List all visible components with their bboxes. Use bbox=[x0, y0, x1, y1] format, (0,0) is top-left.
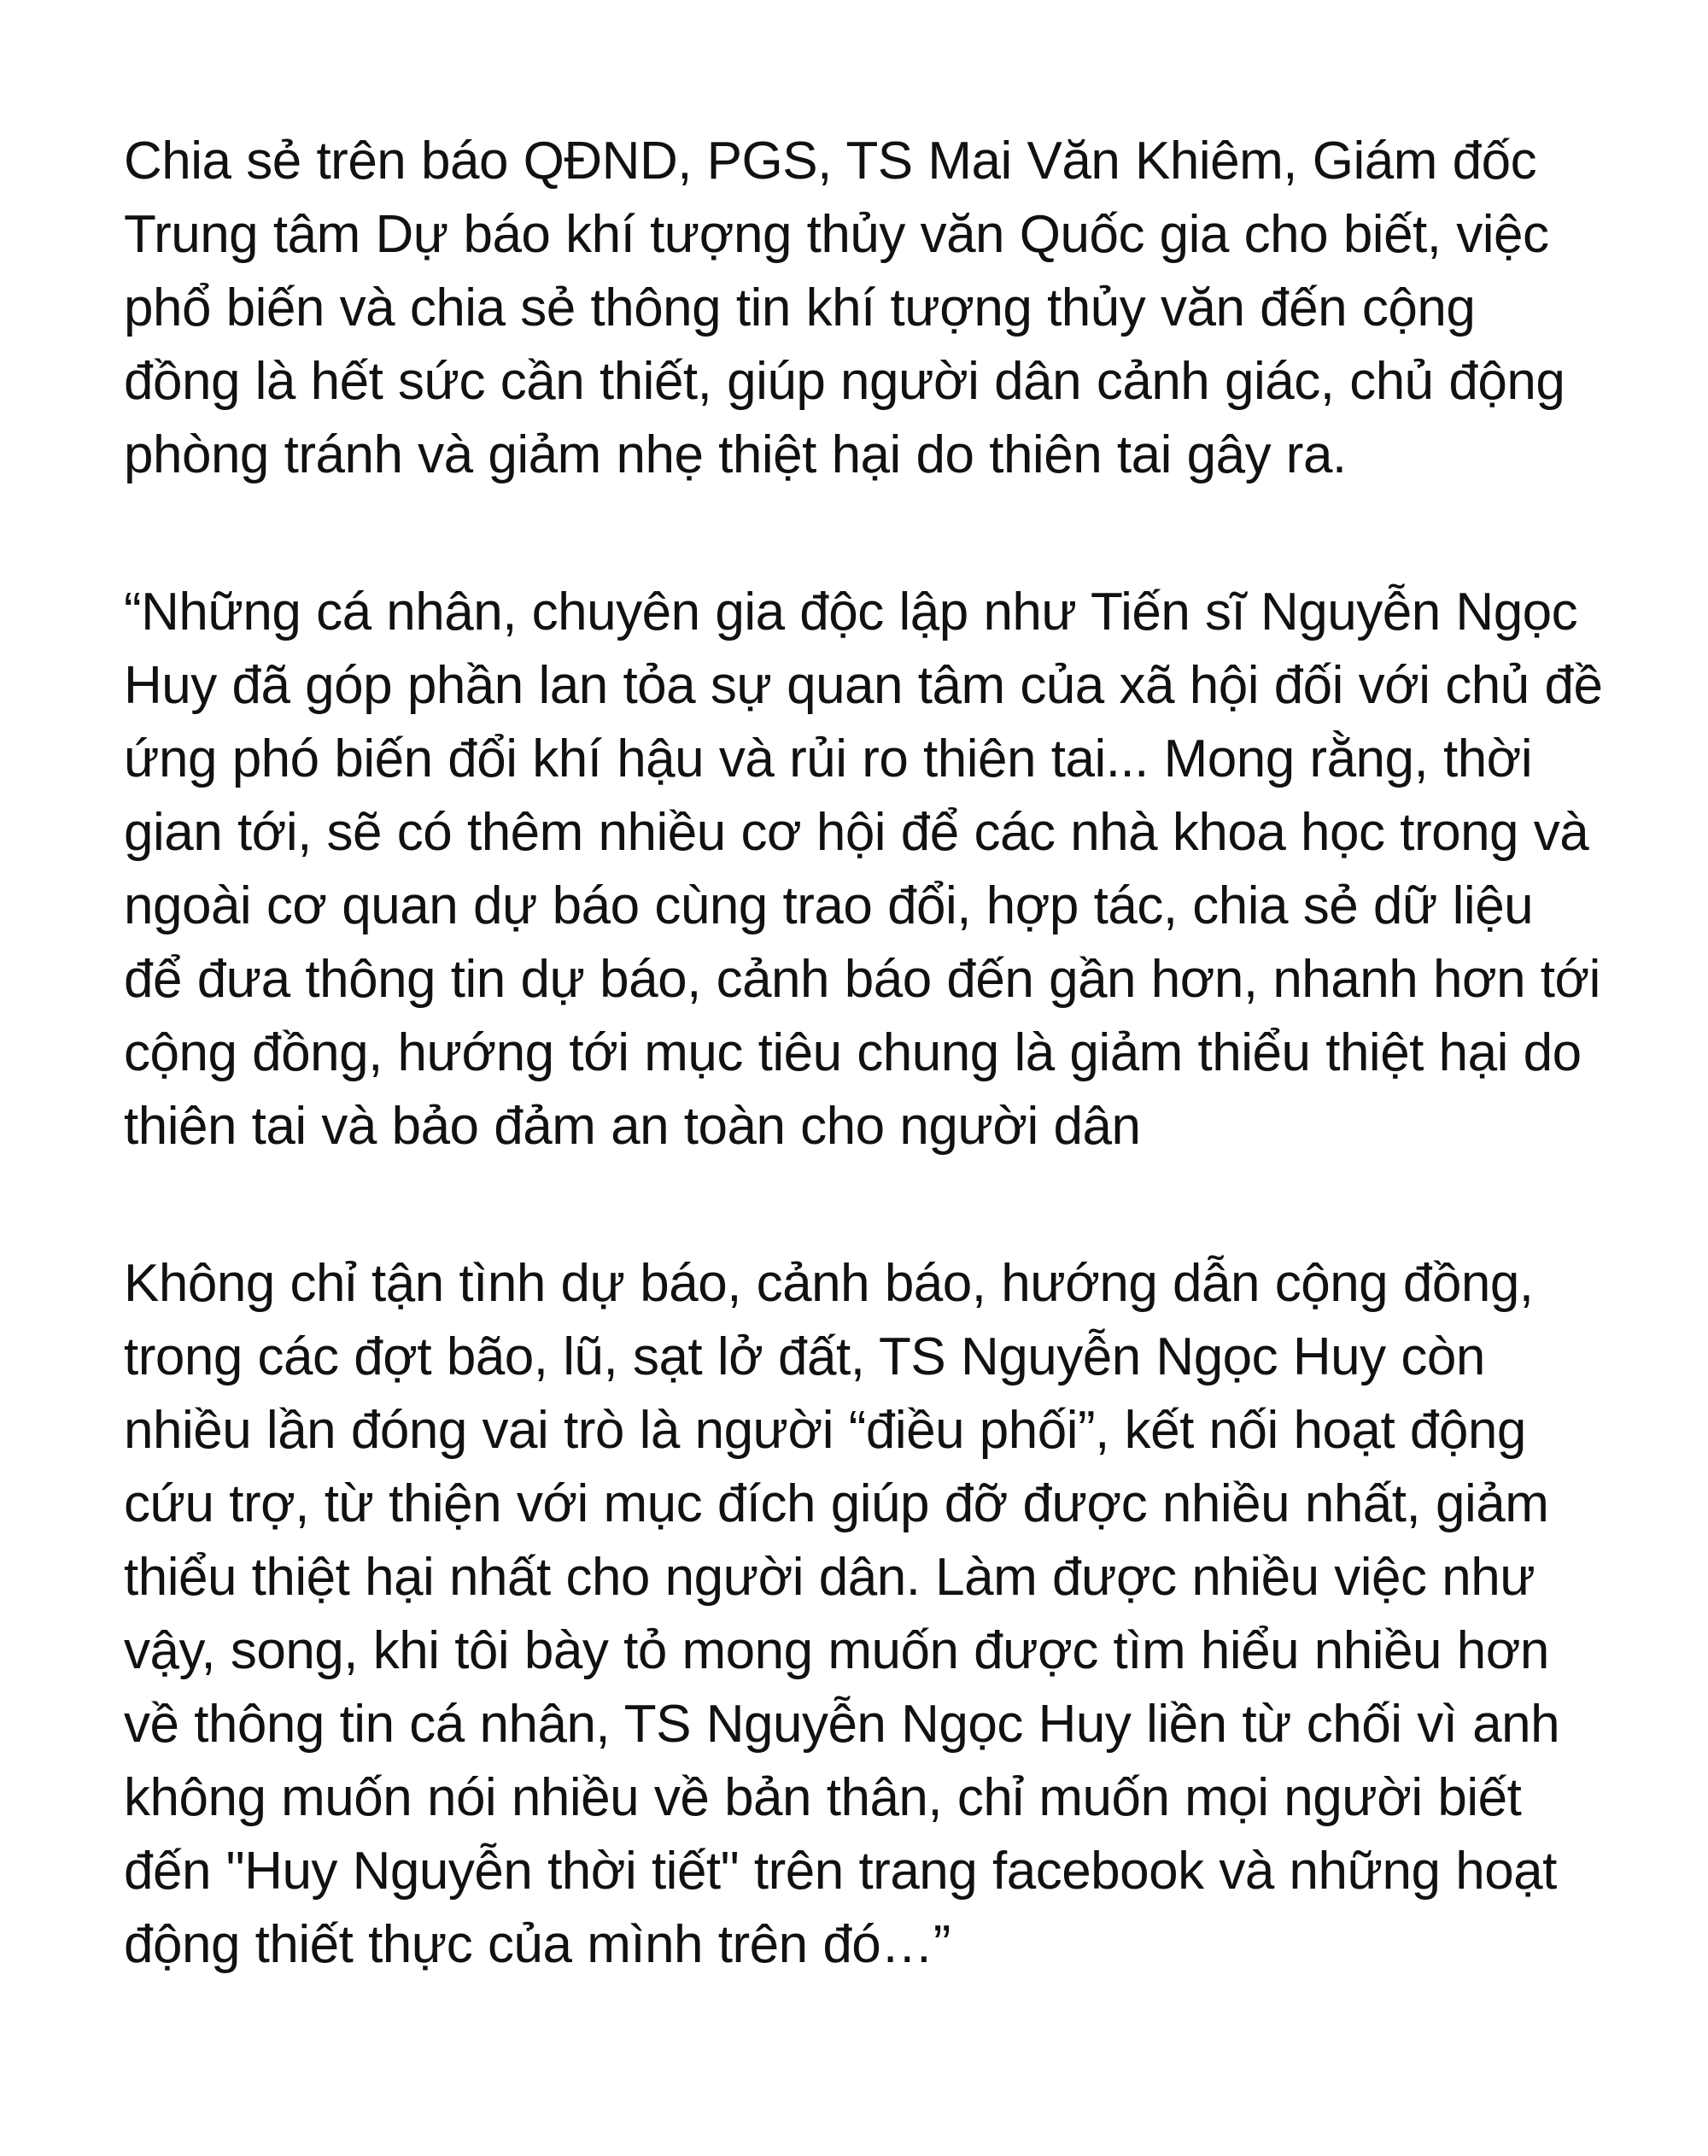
article-text-block bbox=[124, 125, 1606, 1982]
paragraph-quote: “Những cá nhân, chuyên gia độc lập như Tiến sĩ Nguyễn Ngọc Huy đã góp phần lan tỏa sự quan tâm của xã hội đối với chủ đề ứng phó biến đổi khí hậu và rủi ro thiên tai... Mong rằng, thời gian tới, sẽ có thêm nhiều cơ hội để các nhà khoa học trong và ngoài cơ quan dự báo cùng trao đổi, hợp tác, chia sẻ dữ liệu để đưa thông tin dự báo, cảnh báo đến gần hơn, nhanh hơn tới cộng đồng, hướng tới mục tiêu chung là giảm thiểu thiệt hại do thiên tai và bảo đảm an toàn cho người dân bbox=[124, 583, 1603, 1156]
paragraph-closing: Không chỉ tận tình dự báo, cảnh báo, hướng dẫn cộng đồng, trong các đợt bão, lũ, sạt lở đất, TS Nguyễn Ngọc Huy còn nhiều lần đóng vai trò là người “điều phối”, kết nối hoạt động cứu trợ, từ thiện với mục đích giúp đỡ được nhiều nhất, giảm thiểu thiệt hại nhất cho người dân. Làm được nhiều việc như vậy, song, khi tôi bày tỏ mong muốn được tìm hiểu nhiều hơn về thông tin cá nhân, TS Nguyễn Ngọc Huy liền từ chối vì anh không muốn nói nhiều về bản thân, chỉ muốn mọi người biết đến "Huy Nguyễn thời tiết" trên trang facebook và những hoạt động thiết thực của mình trên đó…” bbox=[124, 1254, 1560, 1974]
paragraph-intro: Chia sẻ trên báo QĐND, PGS, TS Mai Văn Khiêm, Giám đốc Trung tâm Dự báo khí tượng thủy văn Quốc gia cho biết, việc phổ biến và chia sẻ thông tin khí tượng thủy văn đến cộng đồng là hết sức cần thiết, giúp người dân cảnh giác, chủ động phòng tránh và giảm nhẹ thiệt hại do thiên tai gây ra. bbox=[124, 132, 1565, 484]
